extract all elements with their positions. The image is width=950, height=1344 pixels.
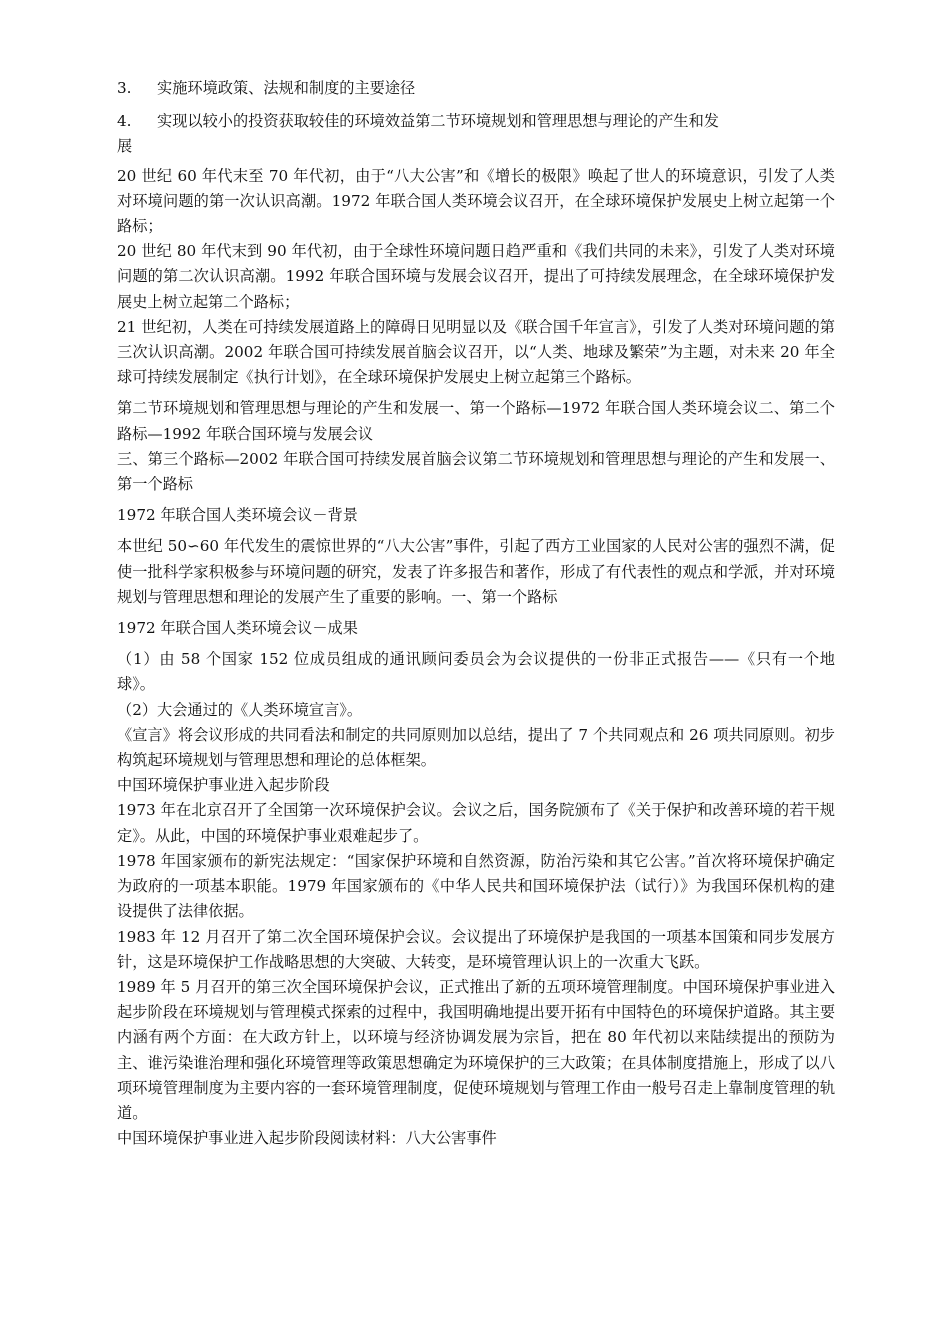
list-text: 实现以较小的投资获取较佳的环境效益第二节环境规划和管理思想与理论的产生和发 [157,112,719,131]
section-heading: 中国环境保护事业进入起步阶段 [117,776,330,795]
paragraph: 本世纪 50∽60 年代发生的震惊世界的“八大公害”事件，引起了西方工业国家的人民对公害的强烈不满，促使一批科学家积极参与环境问题的研究，发表了许多报告和著作，形成了有代表性的观点和学派，并对环境规划与管理思想和理论的发展产生了重要的影响。一、第一个路标 [117,537,835,606]
paragraph: 1989 年 5 月召开的第三次全国环境保护会议，正式推出了新的五项环境管理制度。中国环境保护事业进入起步阶段在环境规划与管理模式探索的过程中，我国明确地提出要开拓有中国特色的环境保护道路。其主要内涵有两个方面：在大政方针上，以环境与经济协调发展为宗旨，把在 80 年代初以来陆续提出的预防为主、谁污染谁治理和强化环境管理等政策思想确定为环境保护的三大政策；在具体制度措施上，形成了以八项环境管理制度为主要内容的一套环境管理制度，促使环境规划与管理工作由一般号召走上靠制度管理的轨道。 [117,977,835,1122]
paragraph: 20 世纪 60 年代末至 70 年代初，由于“八大公害”和《增长的极限》唤起了世人的环境意识，引发了人类对环境问题的第一次认识高潮。1972 年联合国人类环境会议召开，在全球环境保护发展史上树立起第一个路标； [117,166,835,236]
list-text-continuation: 展 [117,137,133,156]
list-number: 3. [117,79,132,97]
paragraph: （2）大会通过的《人类环境宣言》。 [117,700,363,719]
paragraph: 1978 年国家颁布的新宪法规定：“国家保护环境和自然资源，防治污染和其它公害。”首次将环境保护确定为政府的一项基本职能。1979 年国家颁布的《中华人民共和国环境保护法（试行）》为我国环保机构的建设提供了法律依据。 [117,851,835,921]
list-text: 实施环境政策、法规和制度的主要途径 [157,79,416,97]
section-heading: 1972 年联合国人类环境会议－背景 [117,506,358,525]
paragraph: 20 世纪 80 年代末到 90 年代初，由于全球性环境问题日趋严重和《我们共同的未来》，引发了人类对环境问题的第二次认识高潮。1992 年联合国环境与发展会议召开，提出了可持续发展理念，在全球环境保护发展史上树立起第二个路标； [117,242,835,311]
paragraph: 《宣言》将会议形成的共同看法和制定的共同原则加以总结，提出了 7 个共同观点和 26 项共同原则。初步构筑起环境规划与管理思想和理论的总体框架。 [117,725,835,770]
document-page [117,76,835,1151]
paragraph: 21 世纪初，人类在可持续发展道路上的障碍日见明显以及《联合国千年宣言》，引发了人类对环境问题的第三次认识高潮。2002 年联合国可持续发展首脑会议召开，以“人类、地球及繁荣”为主题，对未来 20 年全球可持续发展制定《执行计划》，在全球环境保护发展史上树立起第三个路标。 [117,317,835,387]
paragraph: 第二节环境规划和管理思想与理论的产生和发展一、第一个路标—1972 年联合国人类环境会议二、第二个路标—1992 年联合国环境与发展会议 [117,399,835,443]
list-number: 4. [117,112,132,131]
paragraph: 1973 年在北京召开了全国第一次环境保护会议。会议之后，国务院颁布了《关于保护和改善环境的若干规定》。从此，中国的环境保护事业艰难起步了。 [117,801,835,845]
paragraph: （1）由 58 个国家 152 位成员组成的通讯顾问委员会为会议提供的一份非正式报告——《只有一个地球》。 [117,650,835,694]
section-heading: 1972 年联合国人类环境会议－成果 [117,619,358,638]
list-item-3 [117,76,835,101]
paragraph: 1983 年 12 月召开了第二次全国环境保护会议。会议提出了环境保护是我国的一项基本国策和同步发展方针，这是环境保护工作战略思想的大突破、大转变，是环境管理认识上的一次重大飞跃。 [117,927,835,971]
paragraph: 三、第三个路标—2002 年联合国可持续发展首脑会议第二节环境规划和管理思想与理论的产生和发展一、第一个路标 [117,449,835,494]
paragraph: 中国环境保护事业进入起步阶段阅读材料：八大公害事件 [117,1129,497,1148]
list-item-4 [117,109,835,134]
